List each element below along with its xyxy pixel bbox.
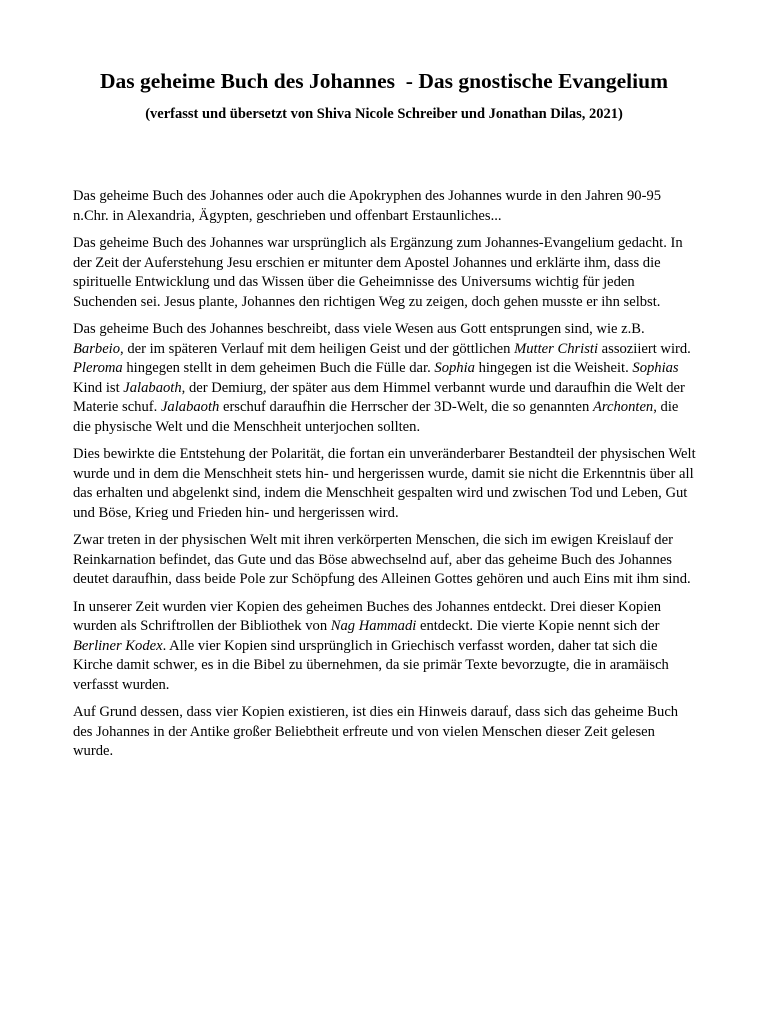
paragraph	[73, 320, 698, 437]
italic-term: Sophia	[434, 360, 475, 376]
italic-term: Barbeio	[73, 340, 121, 357]
italic-term: Archonten	[592, 399, 654, 415]
paragraph	[73, 187, 698, 226]
paragraph-text: Zwar treten in der physischen Welt mit ihren verkörperten Menschen, die sich im ewigen Kreislauf der Reinkarnation befindet, das Gute und das Böse abwechselnd auf, aber das geheime Buch des Johannes deutet daraufhin, dass beide Pole zur Schöpfung des Alleinen Gottes gehören und auch Eins mit ihm sind.	[73, 532, 691, 587]
document-subtitle: (verfasst und übersetzt von Shiva Nicole Schreiber und Jonathan Dilas, 2021)	[145, 106, 623, 122]
italic-term: Sophias	[632, 360, 679, 376]
paragraph-text: entdeckt. Die vierte Kopie nennt sich der	[416, 618, 660, 634]
paragraph-text: assoziiert wird.	[598, 340, 691, 357]
paragraph	[73, 531, 698, 590]
paragraph-text: , der im späteren Verlauf mit dem heiligen Geist und der göttlichen	[120, 340, 515, 357]
italic-term: Berliner Kodex	[73, 637, 163, 654]
paragraph-text: hingegen ist die Weisheit.	[474, 360, 633, 376]
paragraph-text: Das geheime Buch des Johannes war ursprünglich als Ergänzung zum Johannes-Evangelium gedacht. In der Zeit der Auferstehung Jesu erschien er mitunter dem Apostel Johannes und erklärte ihm, dass die spirituelle Entwicklung und das Wissen über die Geheimnisse des Universums wichtig für jeden Suchenden sei. Jesus plante, Johannes den richtigen Weg zu zeigen, doch gehen musste er ihn selbst.	[73, 235, 683, 310]
italic-term: Mutter Christi	[514, 340, 599, 357]
paragraph-text: , der Demiurg, der später aus dem Himmel verbannt wurde und daraufhin die Welt der Materie schuf.	[73, 379, 685, 415]
paragraph-text: Das geheime Buch des Johannes oder auch die Apokryphen des Johannes wurde in den Jahren 90-95 n.Chr. in Alexandria, Ägypten, geschrieben und offenbart Erstaunliches...	[73, 188, 662, 224]
paragraph	[73, 234, 698, 312]
paragraph-text: Dies bewirkte die Entstehung der Polarität, die fortan ein unveränderbarer Bestandteil der physischen Welt wurde und in dem die Menschheit stets hin- und hergerissen wurde, damit sie nicht die Erkenntnis über all das erhalten und abgelenkt sind, indem die Menschheit gespalten wird und zwischen Tod und Leben, Gut und Böse, Krieg und Frieden hin- und hergerissen wird.	[73, 446, 696, 521]
paragraph-text: erschuf daraufhin die Herrscher der 3D-Welt, die so genannten	[219, 399, 593, 415]
paragraph-text: , die die physische Welt und die Menschheit unterjochen sollten.	[73, 399, 679, 435]
paragraph	[73, 598, 698, 696]
italic-term: Jalabaoth	[160, 399, 220, 415]
document-body	[73, 187, 698, 770]
italic-term: Nag Hammadi	[330, 618, 417, 634]
italic-term: Jalabaoth	[123, 379, 182, 396]
paragraph-text: Kind ist	[73, 379, 124, 396]
paragraph-text: Das geheime Buch des Johannes beschreibt, dass viele Wesen aus Gott entsprungen sind, wie z.B.	[73, 321, 645, 337]
paragraph-text: Auf Grund dessen, dass vier Kopien existieren, ist dies ein Hinweis darauf, dass sich das geheime Buch des Johannes in der Antike großer Beliebtheit erfreute und von vielen Menschen dieser Zeit gelesen wurde.	[73, 704, 679, 759]
italic-term: Pleroma	[73, 360, 123, 376]
paragraph-text: . Alle vier Kopien sind ursprünglich in Griechisch verfasst worden, daher tat sich die Kirche damit schwer, es in die Bibel zu übernehmen, da sie primär Texte bevorzugte, die in aramäisch verfasst wurden.	[73, 637, 669, 693]
paragraph	[73, 445, 698, 523]
paragraph-text: In unserer Zeit wurden vier Kopien des geheimen Buches des Johannes entdeckt. Drei dieser Kopien wurden als Schriftrollen der Bibliothek von	[73, 598, 662, 634]
paragraph	[73, 703, 698, 762]
paragraph-text: hingegen stellt in dem geheimen Buch die Fülle dar.	[122, 360, 435, 376]
document-title: Das geheime Buch des Johannes - Das gnostische Evangelium	[99, 69, 668, 93]
